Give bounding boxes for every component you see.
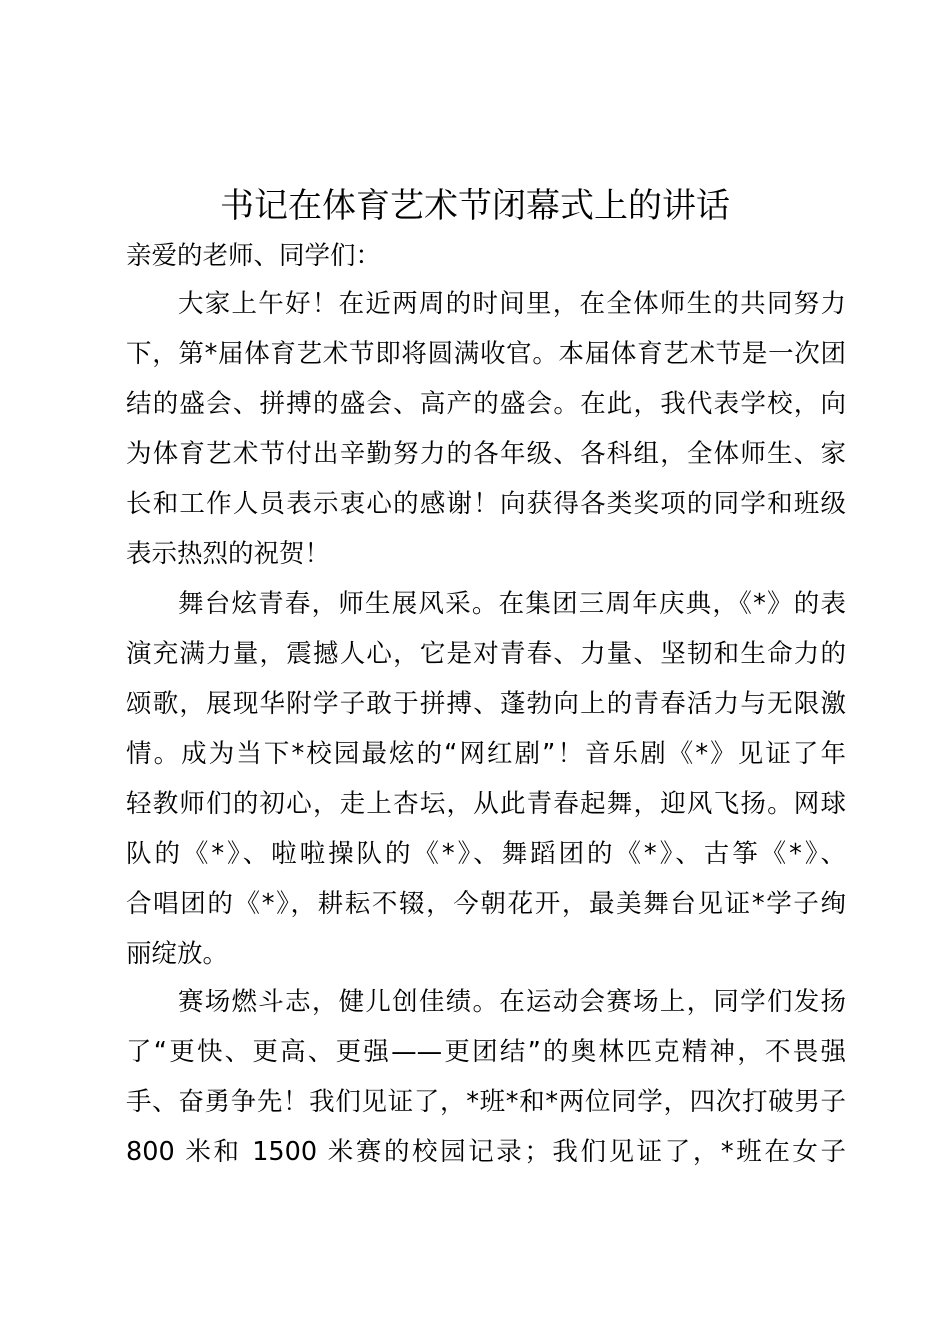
paragraph-line: 手、奋勇争先！我们见证了，*班*和*两位同学，四次打破男子 bbox=[126, 1087, 846, 1117]
paragraph-3 bbox=[126, 977, 846, 1177]
paragraph-line: 结的盛会、拼搏的盛会、高产的盛会。在此，我代表学校，向 bbox=[126, 389, 846, 419]
salutation: 亲爱的老师、同学们： bbox=[126, 241, 382, 271]
paragraph-1 bbox=[126, 279, 846, 579]
paragraph-line: 800 米和 1500 米赛的校园记录；我们见证了，*班在女子 bbox=[126, 1137, 846, 1167]
paragraph-line: 为体育艺术节付出辛勤努力的各年级、各科组，全体师生、家 bbox=[126, 439, 846, 469]
paragraph-line: 大家上午好！在近两周的时间里，在全体师生的共同努力 bbox=[178, 289, 846, 319]
paragraph-line: 情。成为当下*校园最炫的“网红剧”！音乐剧《*》见证了年 bbox=[126, 739, 846, 769]
document-title: 书记在体育艺术节闭幕式上的讲话 bbox=[220, 186, 730, 226]
paragraph-line: 队的《*》、啦啦操队的《*》、舞蹈团的《*》、古筝《*》、 bbox=[126, 839, 846, 869]
paragraph-line: 长和工作人员表示衷心的感谢！向获得各类奖项的同学和班级 bbox=[126, 489, 846, 519]
paragraph-line: 了“更快、更高、更强——更团结”的奥林匹克精神，不畏强 bbox=[126, 1037, 846, 1067]
paragraph-line: 轻教师们的初心，走上杏坛，从此青春起舞，迎风飞扬。网球 bbox=[126, 789, 846, 819]
paragraph-2 bbox=[126, 579, 846, 979]
paragraph-line: 颂歌，展现华附学子敢于拼搏、蓬勃向上的青春活力与无限激 bbox=[126, 689, 846, 719]
paragraph-line: 下，第*届体育艺术节即将圆满收官。本届体育艺术节是一次团 bbox=[126, 339, 846, 369]
paragraph-line: 表示热烈的祝贺！ bbox=[126, 539, 331, 569]
paragraph-line: 舞台炫青春，师生展风采。在集团三周年庆典，《*》的表 bbox=[178, 589, 846, 619]
paragraph-line: 丽绽放。 bbox=[126, 939, 229, 969]
paragraph-line: 合唱团的《*》，耕耘不辍，今朝花开，最美舞台见证*学子绚 bbox=[126, 889, 846, 919]
paragraph-line: 赛场燃斗志，健儿创佳绩。在运动会赛场上，同学们发扬 bbox=[178, 987, 846, 1017]
paragraph-line: 演充满力量，震撼人心，它是对青春、力量、坚韧和生命力的 bbox=[126, 639, 846, 669]
